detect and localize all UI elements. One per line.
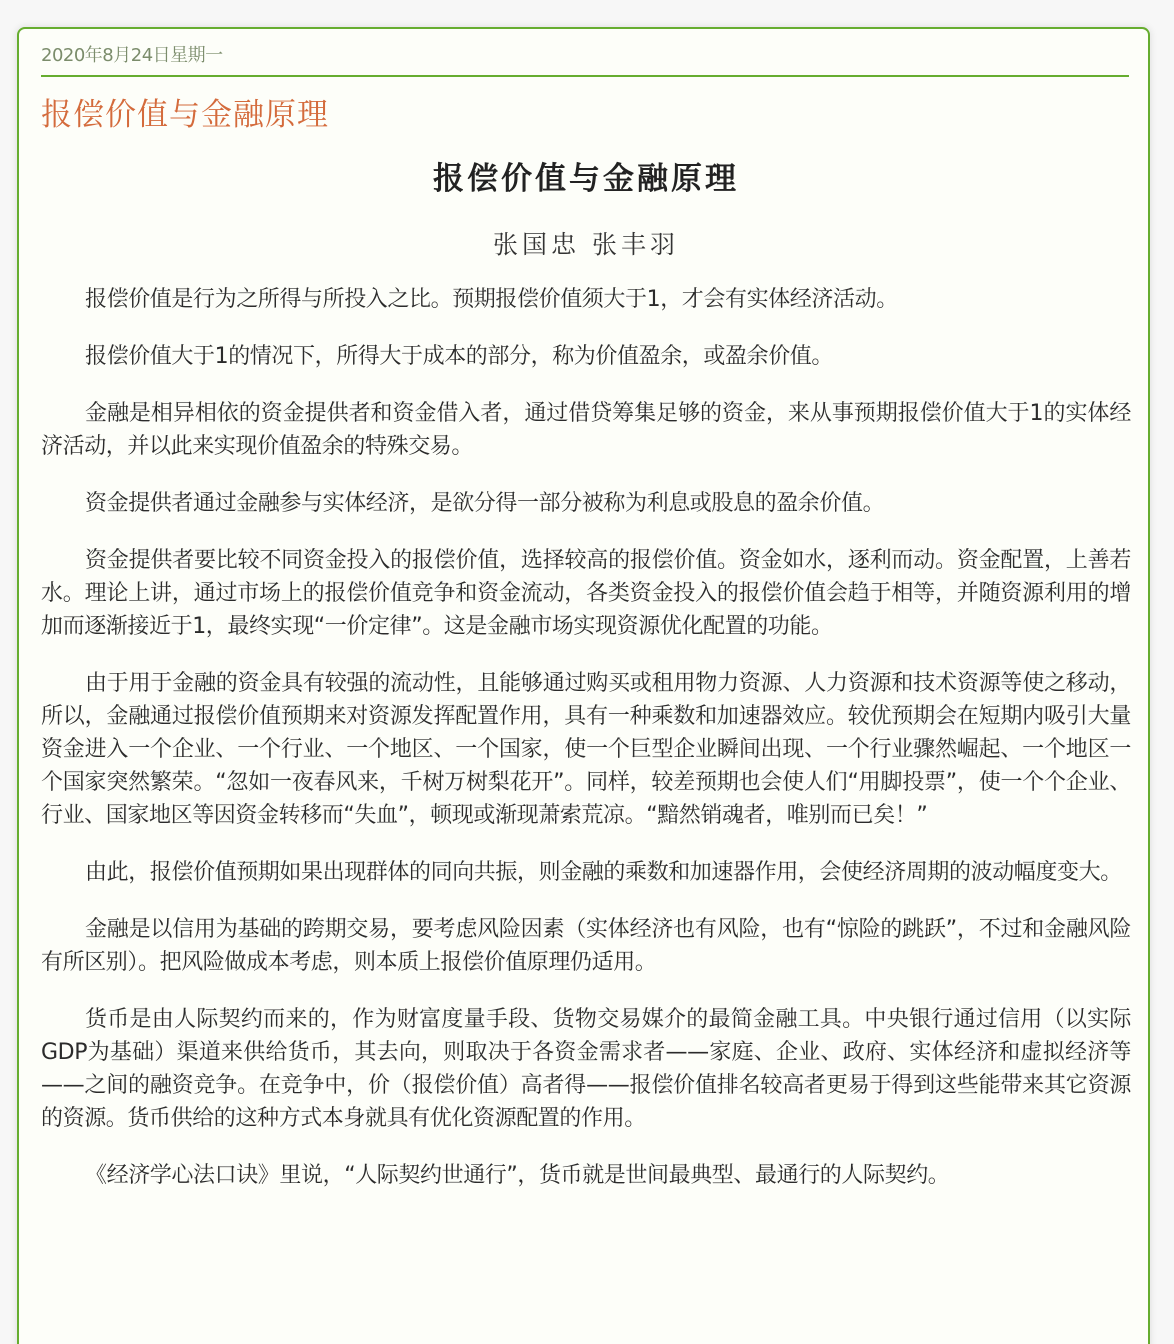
post-title[interactable]: 报偿价值与金融原理	[41, 97, 329, 133]
paragraph: 由于用于金融的资金具有较强的流动性，且能够通过购买或租用物力资源、人力资源和技术资源等使之移动，所以，金融通过报偿价值预期来对资源发挥配置作用，具有一种乘数和加速器效应。较优预期会在短期内吸引大量资金进入一个企业、一个行业、一个地区、一个国家，使一个巨型企业瞬间出现、一个行业骤然崛起、一个地区一个国家突然繁荣。“忽如一夜春风来，千树万树梨花开”。同样，较差预期也会使人们“用脚投票”，使一个个企业、行业、国家地区等因资金转移而“失血”，顿现或渐现萧索荒凉。“黯然销魂者，唯别而已矣！”	[41, 671, 1131, 828]
header-divider	[41, 75, 1129, 77]
article-title: 报偿价值与金融原理	[433, 161, 739, 197]
paragraph: 报偿价值是行为之所得与所投入之比。预期报偿价值须大于1，才会有实体经济活动。	[85, 287, 898, 312]
paragraph: 货币是由人际契约而来的，作为财富度量手段、货物交易媒介的最简金融工具。中央银行通过信用（以实际GDP为基础）渠道来供给货币，其去向，则取决于各资金需求者——家庭、企业、政府、实体经济和虚拟经济等——之间的融资竞争。在竞争中，价（报偿价值）高者得——报偿价值排名较高者更易于得到这些能带来其它资源的资源。货币供给的这种方式本身就具有优化资源配置的作用。	[41, 1007, 1131, 1131]
paragraph: 报偿价值大于1的情况下，所得大于成本的部分，称为价值盈余，或盈余价值。	[85, 344, 833, 369]
paragraph: 由此，报偿价值预期如果出现群体的同向共振，则金融的乘数和加速器作用，会使经济周期的波动幅度变大。	[85, 860, 1122, 885]
post-card	[17, 27, 1150, 1344]
paragraph: 金融是相异相依的资金提供者和资金借入者，通过借贷筹集足够的资金，来从事预期报偿价值大于1的实体经济活动，并以此来实现价值盈余的特殊交易。	[41, 401, 1131, 459]
paragraph: 金融是以信用为基础的跨期交易，要考虑风险因素（实体经济也有风险，也有“惊险的跳跃”，不过和金融风险有所区别）。把风险做成本考虑，则本质上报偿价值原理仍适用。	[41, 917, 1131, 975]
paragraph: 资金提供者要比较不同资金投入的报偿价值，选择较高的报偿价值。资金如水，逐利而动。资金配置，上善若水。理论上讲，通过市场上的报偿价值竞争和资金流动，各类资金投入的报偿价值会趋于相等，并随资源利用的增加而逐渐接近于1，最终实现“一价定律”。这是金融市场实现资源优化配置的功能。	[41, 548, 1131, 639]
article-paragraphs	[41, 283, 1131, 1192]
article-authors: 张国忠 张丰羽	[493, 230, 679, 259]
paragraph: 《经济学心法口诀》里说，“人际契约世通行”，货币就是世间最典型、最通行的人际契约。	[85, 1163, 950, 1188]
article-body	[41, 157, 1131, 1216]
post-date: 2020年8月24日星期一	[41, 45, 223, 66]
paragraph: 资金提供者通过金融参与实体经济，是欲分得一部分被称为利息或股息的盈余价值。	[85, 491, 885, 516]
clipped-text-line	[22, 1336, 322, 1344]
